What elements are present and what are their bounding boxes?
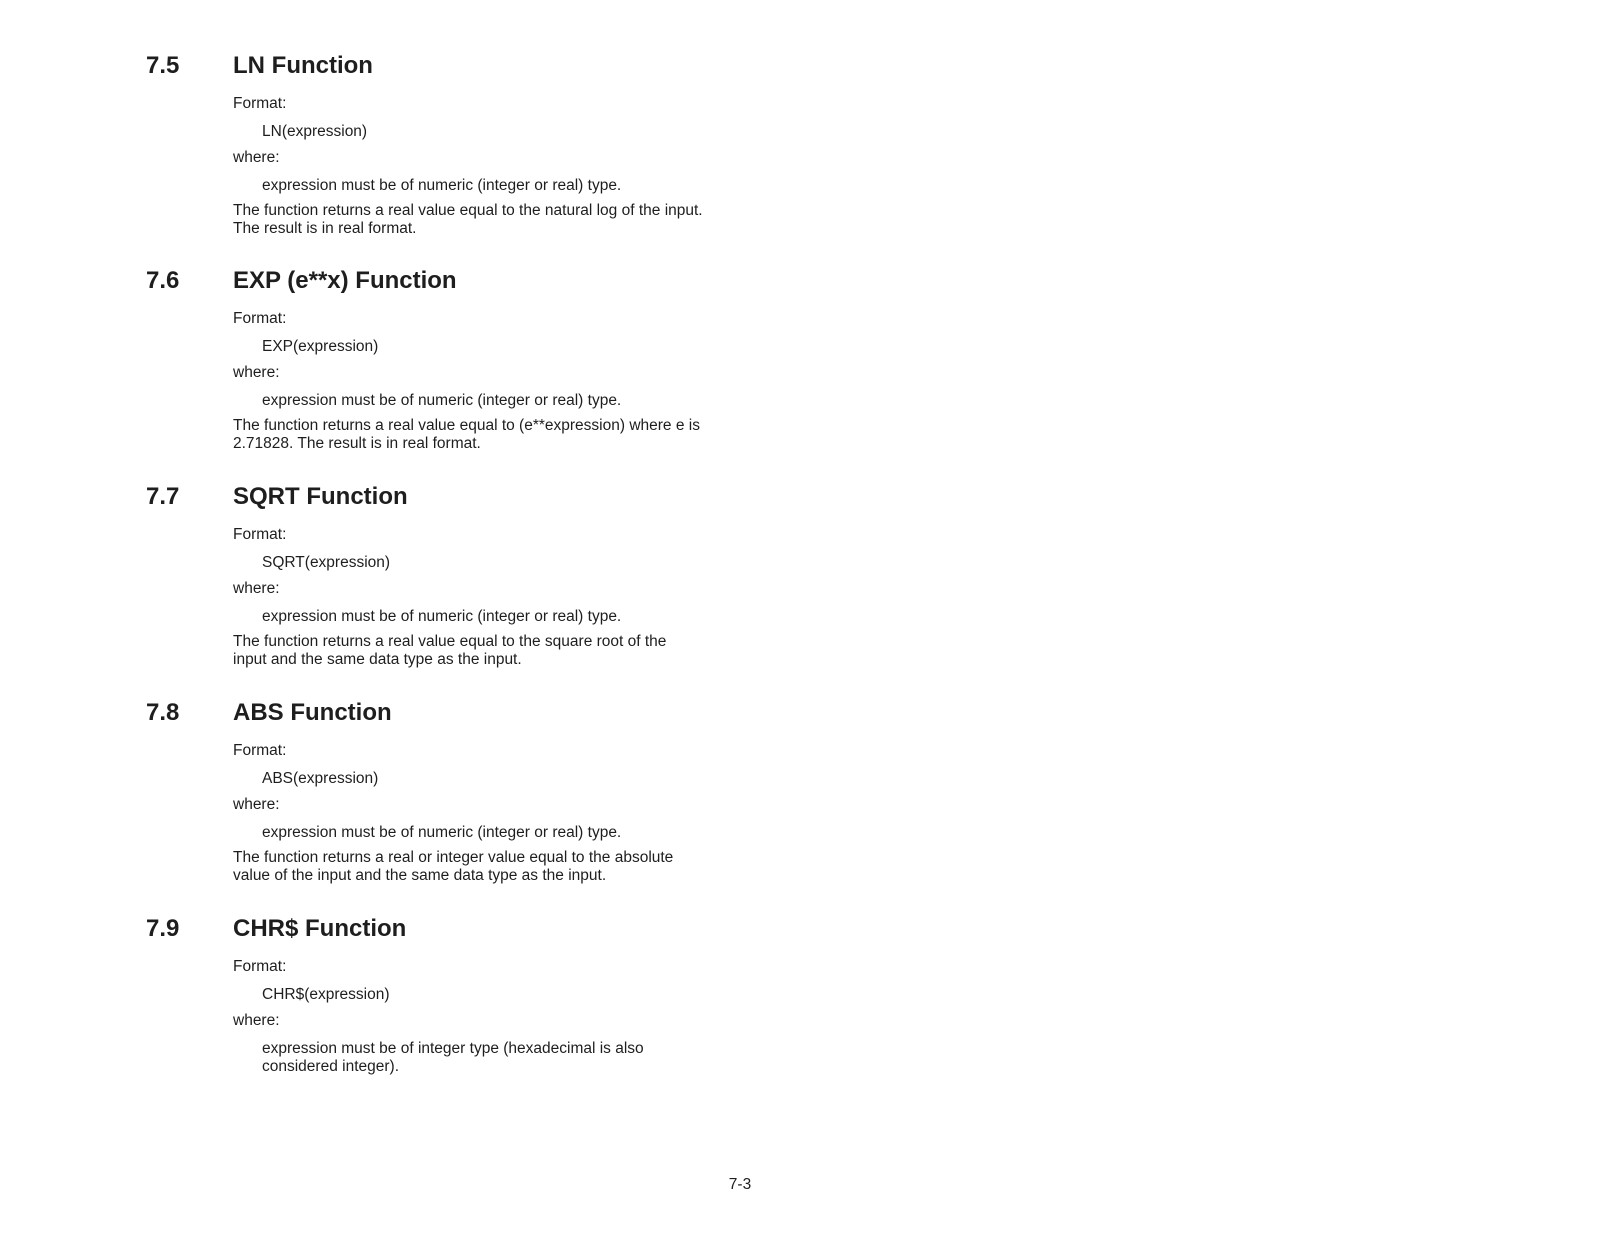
description-line: input and the same data type as the input. bbox=[233, 651, 522, 668]
syntax-line: EXP(expression) bbox=[262, 338, 379, 355]
syntax-line: ABS(expression) bbox=[262, 770, 379, 787]
description-line: The function returns a real or integer value equal to the absolute bbox=[233, 849, 674, 866]
section-number: 7.5 bbox=[146, 52, 180, 79]
format-label: Format: bbox=[233, 526, 287, 543]
section-number: 7.6 bbox=[146, 267, 180, 294]
parameter-line: expression must be of numeric (integer or real) type. bbox=[262, 608, 622, 625]
parameter-line: expression must be of numeric (integer or real) type. bbox=[262, 824, 622, 841]
syntax-line: CHR$(expression) bbox=[262, 986, 390, 1003]
description-line: The function returns a real value equal to the natural log of the input. bbox=[233, 202, 703, 219]
section-title: SQRT Function bbox=[233, 483, 408, 510]
description-line: value of the input and the same data type as the input. bbox=[233, 867, 607, 884]
where-label: where: bbox=[233, 149, 280, 166]
section-title: EXP (e**x) Function bbox=[233, 267, 457, 294]
description-line: The function returns a real value equal to (e**expression) where e is bbox=[233, 417, 700, 434]
parameter-line: expression must be of numeric (integer or real) type. bbox=[262, 177, 622, 194]
format-label: Format: bbox=[233, 95, 287, 112]
format-label: Format: bbox=[233, 958, 287, 975]
format-label: Format: bbox=[233, 742, 287, 759]
syntax-line: SQRT(expression) bbox=[262, 554, 391, 571]
section-number: 7.7 bbox=[146, 483, 180, 510]
section-title: CHR$ Function bbox=[233, 915, 407, 942]
where-label: where: bbox=[233, 1012, 280, 1029]
description-line: The result is in real format. bbox=[233, 220, 417, 237]
page-number: 7-3 bbox=[728, 1176, 752, 1193]
parameter-line: expression must be of numeric (integer or real) type. bbox=[262, 392, 622, 409]
format-label: Format: bbox=[233, 310, 287, 327]
section-number: 7.8 bbox=[146, 699, 180, 726]
section-title: ABS Function bbox=[233, 699, 392, 726]
description-line: The function returns a real value equal to the square root of the bbox=[233, 633, 667, 650]
description-line: 2.71828. The result is in real format. bbox=[233, 435, 481, 452]
parameter-line: expression must be of integer type (hexadecimal is also bbox=[262, 1040, 644, 1057]
section-number: 7.9 bbox=[146, 915, 180, 942]
syntax-line: LN(expression) bbox=[262, 123, 368, 140]
parameter-line: considered integer). bbox=[262, 1058, 399, 1075]
where-label: where: bbox=[233, 796, 280, 813]
section-title: LN Function bbox=[233, 52, 373, 79]
where-label: where: bbox=[233, 580, 280, 597]
where-label: where: bbox=[233, 364, 280, 381]
